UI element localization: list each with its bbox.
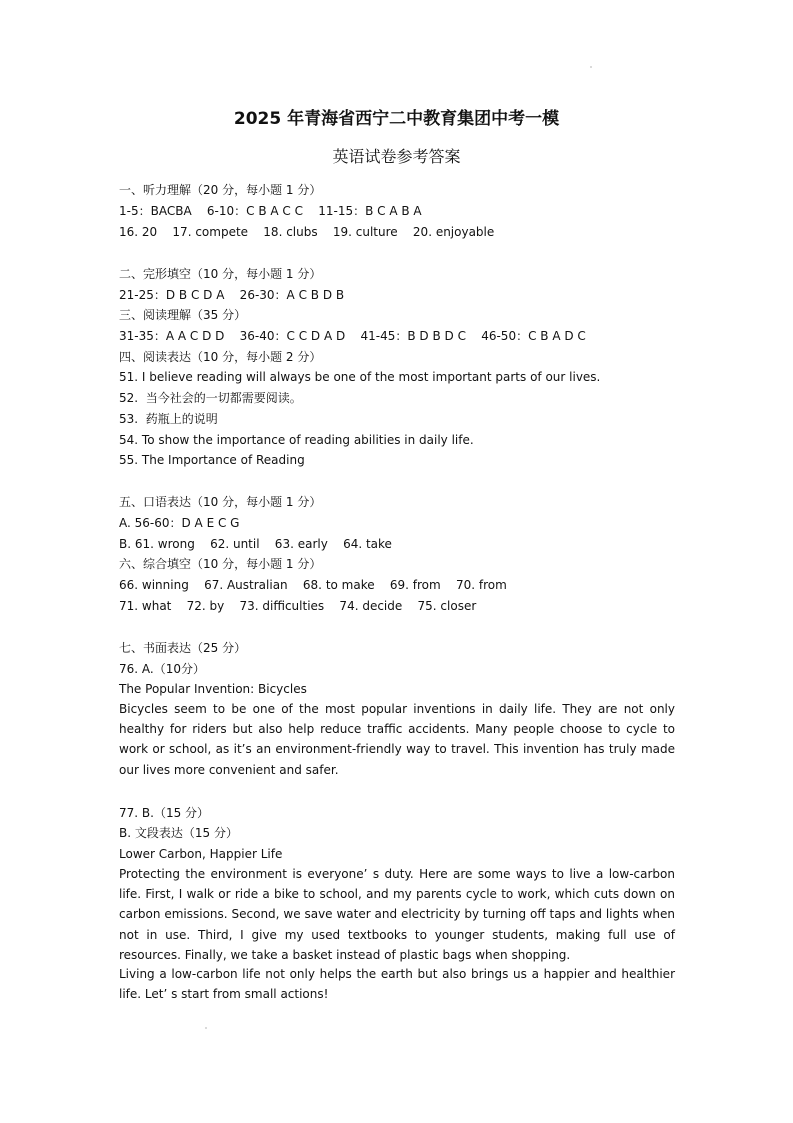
section-heading-cloze: 二、完形填空（10 分，每小题 1 分）: [119, 267, 322, 281]
writing-b-title: Lower Carbon, Happier Life: [119, 847, 283, 861]
answer-line-66-70: 66. winning 67. Australian 68. to make 69. from 70. from: [119, 578, 507, 592]
answer-line-1-15: 1-5：BACBA 6-10：C B A C C 11-15：B C A B A: [119, 204, 422, 218]
answer-line-71-75: 71. what 72. by 73. difficulties 74. decide 75. closer: [119, 599, 477, 613]
answer-54: 54. To show the importance of reading abilities in daily life.: [119, 433, 474, 447]
answer-55: 55. The Importance of Reading: [119, 453, 305, 467]
answer-line-56-60: A. 56-60：D A E C G: [119, 516, 240, 530]
writing-a-body: Bicycles seem to be one of the most popular inventions in daily life. They are not only healthy for riders but also help reduce traffic accidents. Many people choose to cycle to work or school, as it’s an environment-friendly way to travel. This invention has truly made our lives more convenient and safer.: [119, 702, 675, 777]
answer-line-21-30: 21-25：D B C D A 26-30：A C B D B: [119, 288, 345, 302]
section-heading-reading-expression: 四、阅读表达（10 分，每小题 2 分）: [119, 350, 322, 364]
answer-53: 53. 药瓶上的说明: [119, 412, 218, 426]
answer-51: 51. I believe reading will always be one of the most important parts of our lives.: [119, 370, 601, 384]
page-subtitle: 英语试卷参考答案: [332, 147, 461, 166]
page-title: 2025 年青海省西宁二中教育集团中考一模: [233, 109, 560, 129]
section-heading-writing: 七、书面表达（25 分）: [119, 641, 247, 655]
writing-b-body-paragraph-1: Protecting the environment is everyone’ s duty. Here are some ways to live a low-carbon life. First, I walk or ride a bike to school, and my parents cycle to work, which cuts down on carbon emissions. Second, we save water and electricity by turning off taps and lights when not in use. Third, I give my used textbooks to younger students, making full use of resources. Finally, we take a basket instead of plastic bags when shopping.: [119, 867, 675, 962]
answer-line-16-20: 16. 20 17. compete 18. clubs 19. culture 20. enjoyable: [119, 225, 495, 239]
writing-b-label: 77. B.（15 分）: [119, 806, 210, 820]
section-heading-reading: 三、阅读理解（35 分）: [119, 308, 247, 322]
writing-a-title: The Popular Invention: Bicycles: [119, 682, 307, 696]
answer-line-61-64: B. 61. wrong 62. until 63. early 64. take: [119, 537, 392, 551]
answer-52: 52. 当今社会的一切都需要阅读。: [119, 391, 302, 405]
scan-speck: [590, 66, 592, 68]
scan-speck: [205, 1027, 207, 1029]
answer-line-31-50: 31-35：A A C D D 36-40：C C D A D 41-45：B D B D C 46-50：C B A D C: [119, 329, 586, 343]
section-heading-listening: 一、听力理解（20 分，每小题 1 分）: [119, 183, 322, 197]
section-heading-oral: 五、口语表达（10 分，每小题 1 分）: [119, 495, 322, 509]
writing-b-sublabel: B. 文段表达（15 分）: [119, 826, 238, 840]
writing-a-label: 76. A.（10分）: [119, 662, 205, 676]
section-heading-comprehensive: 六、综合填空（10 分，每小题 1 分）: [119, 557, 322, 571]
writing-b-body-paragraph-2: Living a low-carbon life not only helps the earth but also brings us a happier and healthier life. Let’ s start from small actions!: [119, 967, 675, 1002]
